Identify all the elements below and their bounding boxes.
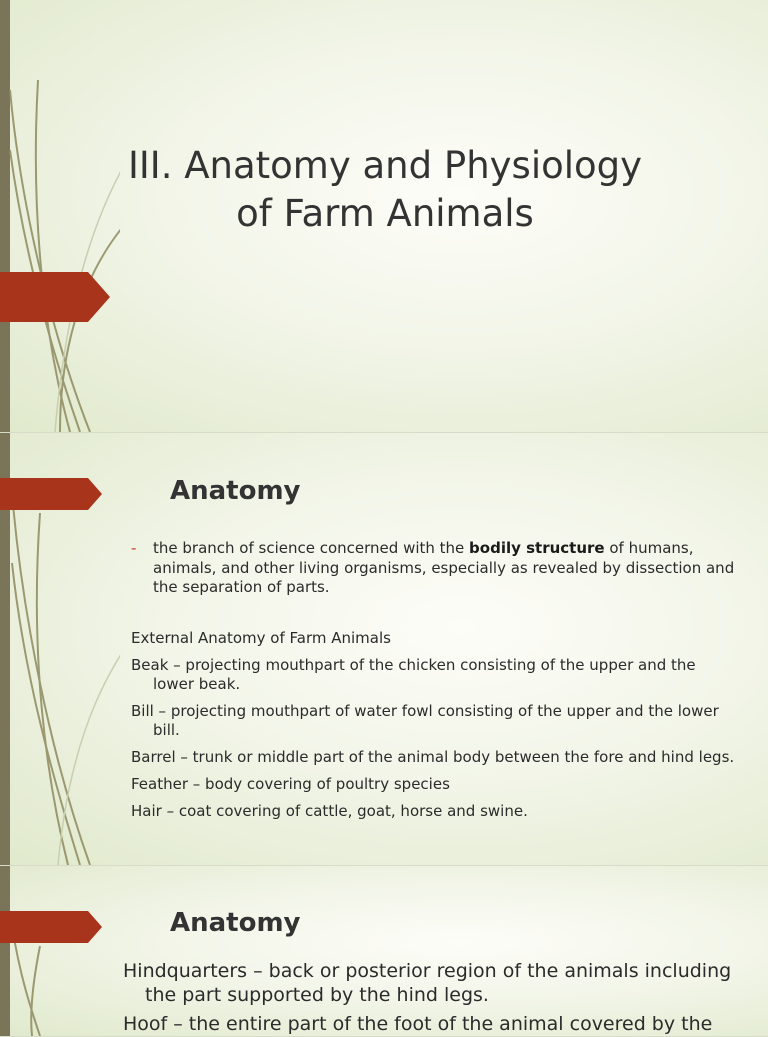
slide-marker-arrow: [0, 911, 102, 943]
slide-heading: Anatomy: [170, 908, 301, 938]
list-item: External Anatomy of Farm Animals: [131, 629, 391, 647]
title-line-1: III. Anatomy and Physiology: [127, 144, 643, 187]
title-line-2: of Farm Animals: [236, 192, 534, 235]
list-item: Barrel – trunk or middle part of the animal body between the fore and hind legs.: [131, 748, 735, 766]
slide-heading: Anatomy: [170, 476, 301, 506]
list-item: Beak – projecting mouthpart of the chicken consisting of the upper and the lower beak.: [131, 656, 696, 693]
slide-marker-arrow: [0, 272, 110, 322]
definition-text-end: of humans, animals, and other living organisms, especially as revealed by dissection and the separation of parts.: [153, 539, 735, 596]
decorative-swoosh: [0, 866, 120, 1036]
anatomy-terms-list: [123, 959, 743, 1037]
external-anatomy-list: [131, 629, 739, 829]
anatomy-slide-2: [0, 866, 768, 1037]
list-item: Bill – projecting mouthpart of water fowl consisting of the upper and the lower bill.: [131, 702, 719, 739]
definition-text-start: the branch of science concerned with the: [153, 539, 470, 557]
list-item: Hoof – the entire part of the foot of the animal covered by the: [123, 1013, 713, 1035]
slide-title: [60, 142, 710, 238]
definition-bullet: [131, 539, 753, 598]
list-item: Hindquarters – back or posterior region of the animals including the part supported by the hind legs.: [123, 960, 732, 1006]
bullet-dash: -: [131, 539, 137, 557]
list-item: Feather – body covering of poultry species: [131, 775, 450, 793]
list-item: Hair – coat covering of cattle, goat, horse and swine.: [131, 802, 528, 820]
anatomy-slide-1: [0, 433, 768, 866]
definition-bold-term: bodily structure: [469, 539, 605, 557]
title-slide: [0, 0, 768, 433]
slide-marker-arrow: [0, 478, 102, 510]
